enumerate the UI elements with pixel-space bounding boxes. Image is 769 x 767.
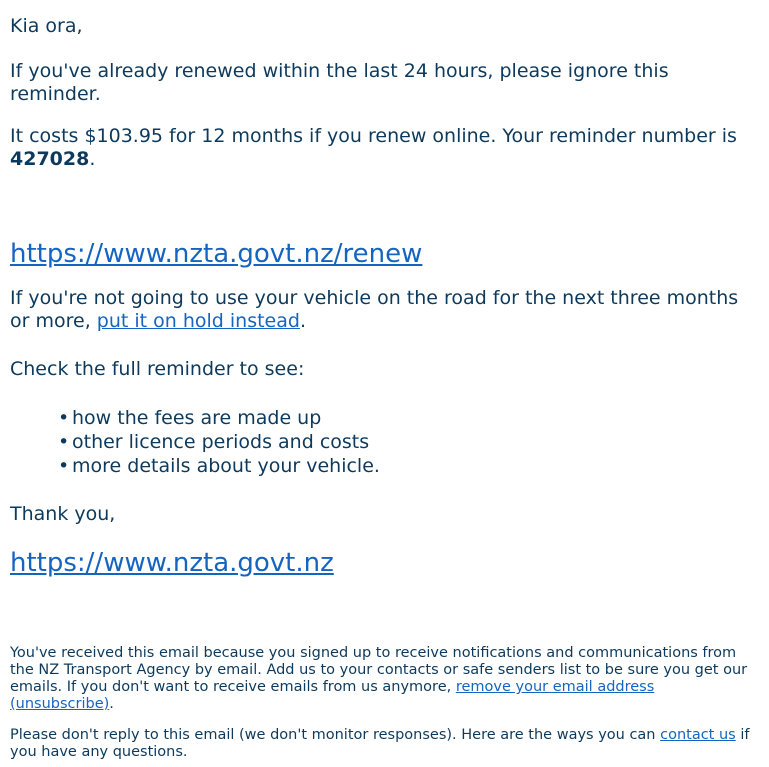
cost-text: It costs $103.95 for 12 months if you renew online. Your reminder number is — [10, 125, 737, 147]
list-item: • other licence periods and costs — [58, 431, 370, 453]
check-text: Check the full reminder to see: — [10, 358, 305, 380]
unsubscribe-link[interactable]: remove your email address (unsubscribe) — [10, 679, 655, 712]
cost-paragraph — [10, 125, 759, 171]
cost-text-end: . — [89, 148, 96, 170]
reminder-number: 427028 — [10, 148, 90, 170]
footer-received-end: . — [109, 696, 114, 712]
footer-reply — [10, 727, 759, 761]
hold-link[interactable]: put it on hold instead — [96, 310, 300, 332]
footer-received — [10, 645, 759, 713]
bullet-icon: • — [58, 431, 70, 453]
hold-text-end: . — [299, 310, 307, 332]
thanks-text: Thank you, — [10, 503, 116, 525]
bullet-icon: • — [58, 455, 70, 477]
ignore-notice: If you've already renewed within the last 24 hours, please ignore this reminder. — [10, 60, 669, 105]
contact-link[interactable]: contact us — [660, 727, 736, 743]
greeting: Kia ora, — [10, 15, 83, 37]
footer-received-text: You've received this email because you signed up to receive notifications and communications from the NZ Transport Agency by email. Add us to your contacts or safe senders list to be sure you get our emails. If you don't want to receive emails from us anymore, — [10, 645, 748, 695]
list-item: • how the fees are made up — [58, 407, 322, 429]
home-link[interactable]: https://www.nzta.govt.nz — [10, 548, 334, 578]
reminder-list — [10, 406, 759, 478]
renew-link[interactable]: https://www.nzta.govt.nz/renew — [10, 239, 423, 269]
hold-paragraph — [10, 287, 759, 333]
footer-reply-end: if you have any questions. — [10, 727, 750, 760]
hold-text: If you're not going to use your vehicle on the road for the next three months or more, — [10, 287, 739, 332]
bullet-icon: • — [58, 407, 70, 429]
footer-reply-text: Please don't reply to this email (we don't monitor responses). Here are the ways you can — [10, 727, 661, 743]
list-item: • more details about your vehicle. — [58, 455, 380, 477]
